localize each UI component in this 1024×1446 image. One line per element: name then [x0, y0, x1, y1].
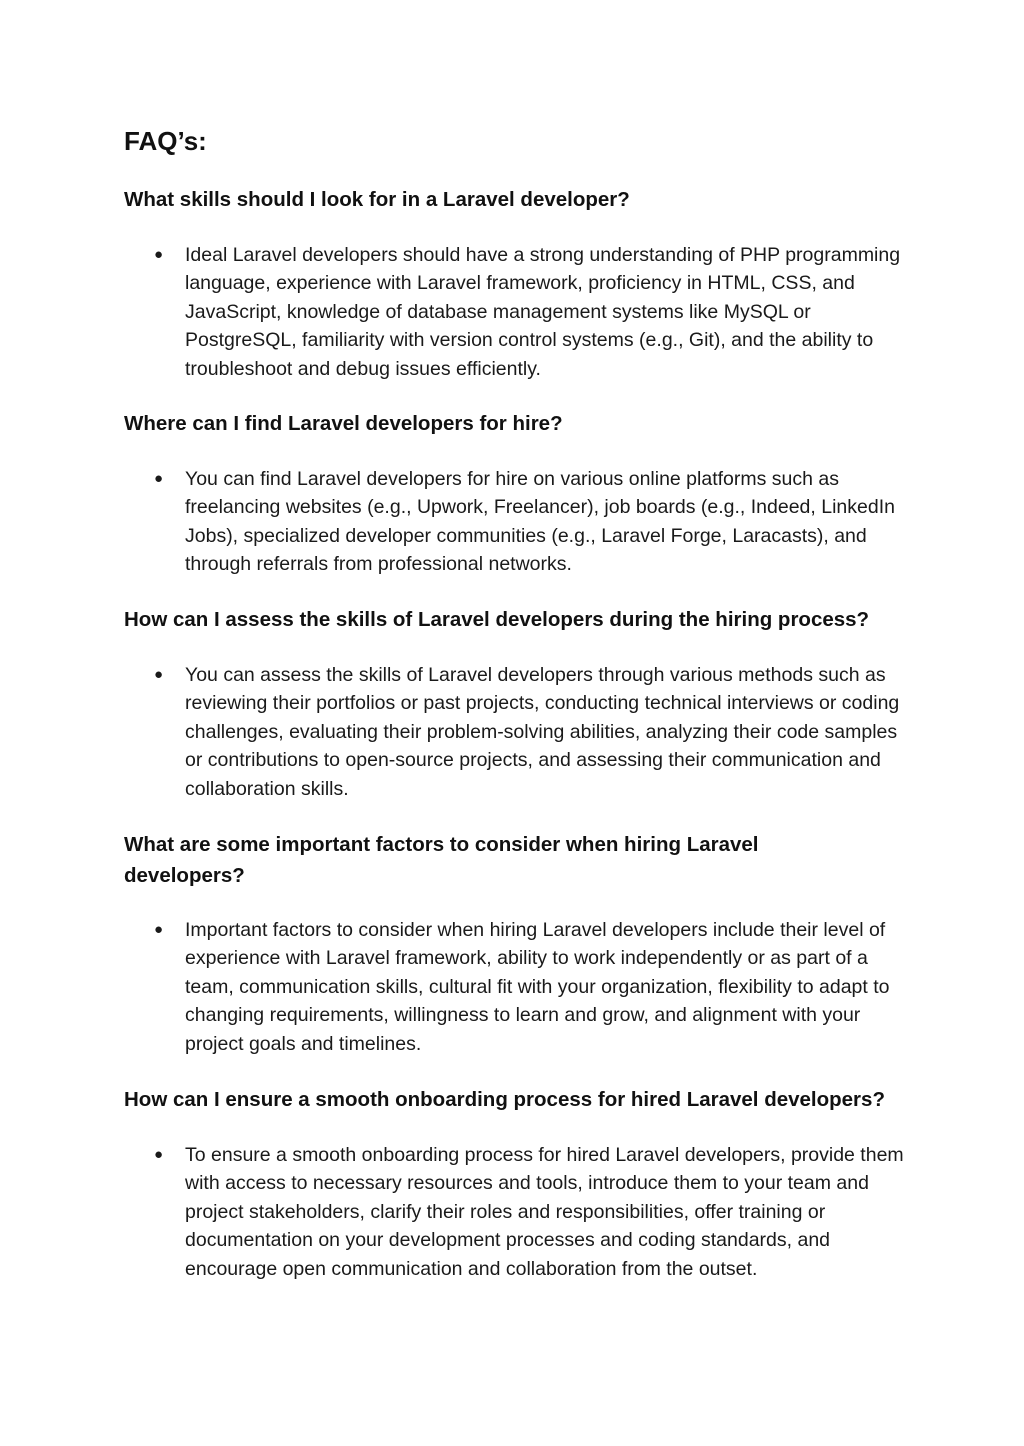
faq-answer-assess-skills — [152, 661, 904, 803]
faq-answer-skills — [152, 241, 904, 383]
faq-question-skills: What skills should I look for in a Laravel developer? — [124, 188, 630, 211]
bullet-icon: ● — [154, 246, 164, 263]
faq-answer-onboarding — [152, 1141, 904, 1283]
answer-text: You can assess the skills of Laravel developers through various methods such as reviewing their portfolios or past projects, conducting technical interviews or coding challenges, evaluating their problem-solving abilities, analyzing their code samples or contributions to open-source projects, and assessing their communication and collaboration skills. — [185, 664, 900, 800]
faq-answer-important-factors — [152, 916, 904, 1058]
faq-answer-list — [152, 465, 904, 579]
faq-answer-list — [152, 916, 904, 1058]
faq-question-assess-skills: How can I assess the skills of Laravel developers during the hiring process? — [124, 608, 870, 631]
bullet-icon: ● — [154, 666, 164, 683]
bullet-icon: ● — [154, 1146, 164, 1163]
faq-answer-list — [152, 661, 904, 803]
faq-answer-list — [152, 1141, 904, 1283]
faq-answer-where-to-find — [152, 465, 904, 579]
bullet-icon: ● — [154, 921, 164, 938]
faq-question-where-to-find: Where can I find Laravel developers for hire? — [124, 412, 563, 435]
answer-text: To ensure a smooth onboarding process for hired Laravel developers, provide them with access to necessary resources and tools, introduce them to your team and project stakeholders, clarify their roles and responsibilities, offer training or documentation on your development processes and coding standards, and encourage open communication and collaboration from the outset. — [185, 1144, 904, 1280]
answer-text: Ideal Laravel developers should have a strong understanding of PHP programming language, experience with Laravel framework, proficiency in HTML, CSS, and JavaScript, knowledge of database management systems like MySQL or PostgreSQL, familiarity with version control systems (e.g., Git), and the ability to troubleshoot and debug issues efficiently. — [185, 244, 901, 380]
bullet-icon: ● — [154, 470, 164, 487]
faq-answer-list — [152, 241, 904, 383]
faq-question-onboarding: How can I ensure a smooth onboarding process for hired Laravel developers? — [124, 1088, 885, 1111]
faq-question-important-factors: What are some important factors to consider when hiring Laravel developers? — [124, 833, 759, 887]
answer-text: Important factors to consider when hiring Laravel developers include their level of experience with Laravel framework, ability to work independently or as part of a team, communication skills, cultural fit with your organization, flexibility to adapt to changing requirements, willingness to learn and grow, and alignment with your project goals and timelines. — [185, 919, 890, 1055]
answer-text: You can find Laravel developers for hire on various online platforms such as freelancing websites (e.g., Upwork, Freelancer), job boards (e.g., Indeed, LinkedIn Jobs), specialized developer communities (e.g., Laravel Forge, Laracasts), and through referrals from professional networks. — [185, 468, 895, 576]
page-title: FAQ’s: — [124, 126, 207, 156]
